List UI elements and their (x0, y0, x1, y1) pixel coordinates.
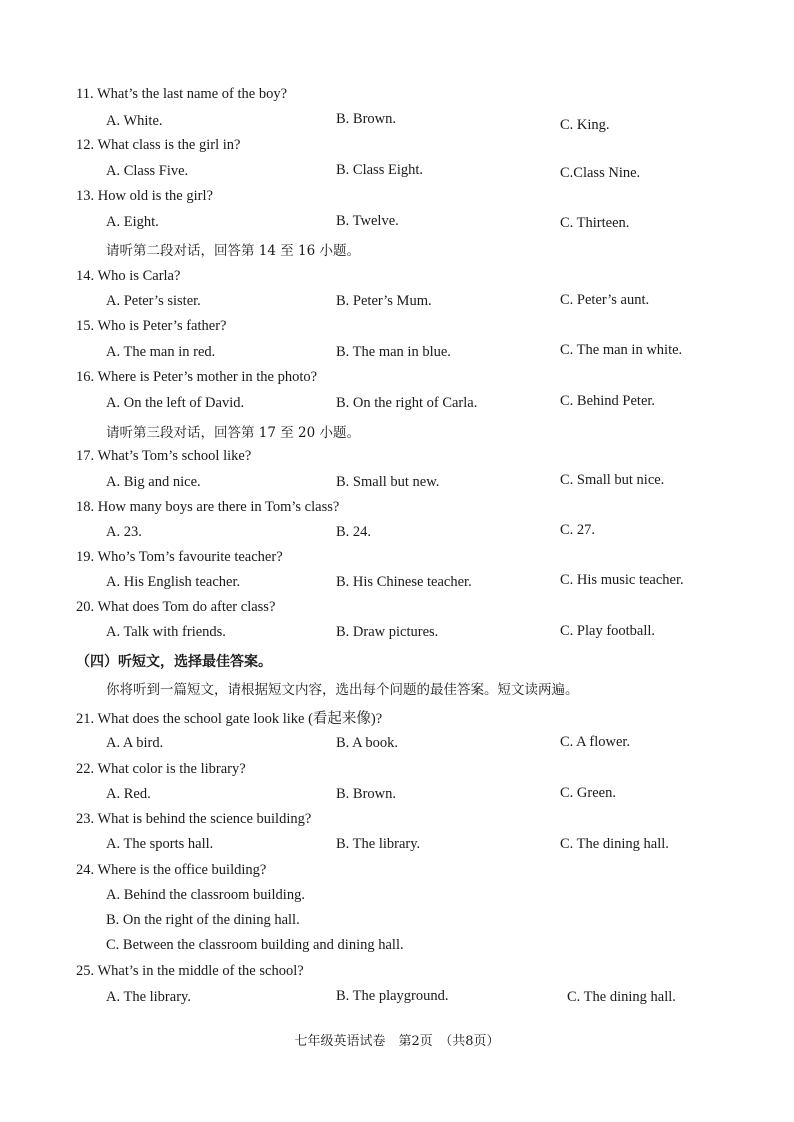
option-17-a: A. Big and nice. (106, 474, 201, 490)
option-23-a: A. The sports hall. (106, 836, 214, 852)
option-15-a: A. The man in red. (106, 344, 216, 360)
option-25-c: C. The dining hall. (567, 989, 676, 1005)
question-15: 15. Who is Peter’s father? (76, 318, 227, 334)
option-25-b: B. The playground. (336, 988, 449, 1004)
option-21-b: B. A book. (336, 735, 399, 751)
option-12-b: B. Class Eight. (336, 162, 424, 178)
question-18: 18. How many boys are there in Tom’s class? (76, 499, 340, 515)
option-21-c: C. A flower. (560, 734, 631, 750)
question-17: 17. What’s Tom’s school like? (76, 448, 252, 464)
option-20-b: B. Draw pictures. (336, 624, 439, 640)
option-21-a: A. A bird. (106, 735, 164, 751)
option-13-c: C. Thirteen. (560, 215, 630, 231)
option-18-c: C. 27. (560, 522, 596, 538)
question-19: 19. Who’s Tom’s favourite teacher? (76, 549, 283, 565)
option-19-c: C. His music teacher. (560, 572, 684, 588)
option-24-a: A. Behind the classroom building. (106, 887, 305, 903)
option-15-b: B. The man in blue. (336, 344, 451, 360)
option-13-a: A. Eight. (106, 214, 159, 230)
option-22-c: C. Green. (560, 785, 616, 801)
question-22: 22. What color is the library? (76, 761, 246, 777)
option-14-a: A. Peter’s sister. (106, 293, 201, 309)
section-4-instruction: 你将听到一篇短文，请根据短文内容，选出每个问题的最佳答案。短文读两遍。 (106, 682, 579, 698)
dialog2-instruction: 请听第二段对话，回答第 14 至 16 小题。 (106, 243, 361, 259)
dialog3-instruction: 请听第三段对话，回答第 17 至 20 小题。 (106, 425, 361, 441)
question-13: 13. How old is the girl? (76, 188, 213, 204)
option-12-c: C.Class Nine. (560, 165, 641, 181)
option-13-b: B. Twelve. (336, 213, 399, 229)
option-22-a: A. Red. (106, 786, 151, 802)
option-16-a: A. On the left of David. (106, 395, 245, 411)
question-16: 16. Where is Peter’s mother in the photo? (76, 369, 318, 385)
question-20: 20. What does Tom do after class? (76, 599, 276, 615)
option-17-c: C. Small but nice. (560, 472, 665, 488)
question-14: 14. Who is Carla? (76, 268, 181, 284)
option-11-c: C. King. (560, 117, 610, 133)
option-19-b: B. His Chinese teacher. (336, 574, 472, 590)
option-12-a: A. Class Five. (106, 163, 189, 179)
question-11: 11. What’s the last name of the boy? (76, 86, 288, 102)
option-16-b: B. On the right of Carla. (336, 395, 478, 411)
option-23-c: C. The dining hall. (560, 836, 669, 852)
option-17-b: B. Small but new. (336, 474, 440, 490)
page-footer: 七年级英语试卷 第2页 （共8页） (294, 1034, 500, 1049)
option-18-a: A. 23. (106, 524, 142, 540)
option-11-a: A. White. (106, 113, 163, 129)
question-23: 23. What is behind the science building? (76, 811, 312, 827)
option-11-b: B. Brown. (336, 111, 397, 127)
option-24-c: C. Between the classroom building and dining hall. (106, 937, 404, 953)
option-14-b: B. Peter’s Mum. (336, 293, 432, 309)
option-23-b: B. The library. (336, 836, 421, 852)
option-24-b: B. On the right of the dining hall. (106, 912, 300, 928)
option-18-b: B. 24. (336, 524, 372, 540)
option-15-c: C. The man in white. (560, 342, 683, 358)
option-20-a: A. Talk with friends. (106, 624, 226, 640)
section-4-title: （四）听短文，选择最佳答案。 (76, 654, 272, 670)
question-25: 25. What’s in the middle of the school? (76, 963, 304, 979)
option-20-c: C. Play football. (560, 623, 656, 639)
option-14-c: C. Peter’s aunt. (560, 292, 650, 308)
question-12: 12. What class is the girl in? (76, 137, 241, 153)
option-22-b: B. Brown. (336, 786, 397, 802)
option-16-c: C. Behind Peter. (560, 393, 656, 409)
question-24: 24. Where is the office building? (76, 862, 267, 878)
option-19-a: A. His English teacher. (106, 574, 241, 590)
question-21: 21. What does the school gate look like (看起来像)? (76, 711, 383, 727)
option-25-a: A. The library. (106, 989, 191, 1005)
